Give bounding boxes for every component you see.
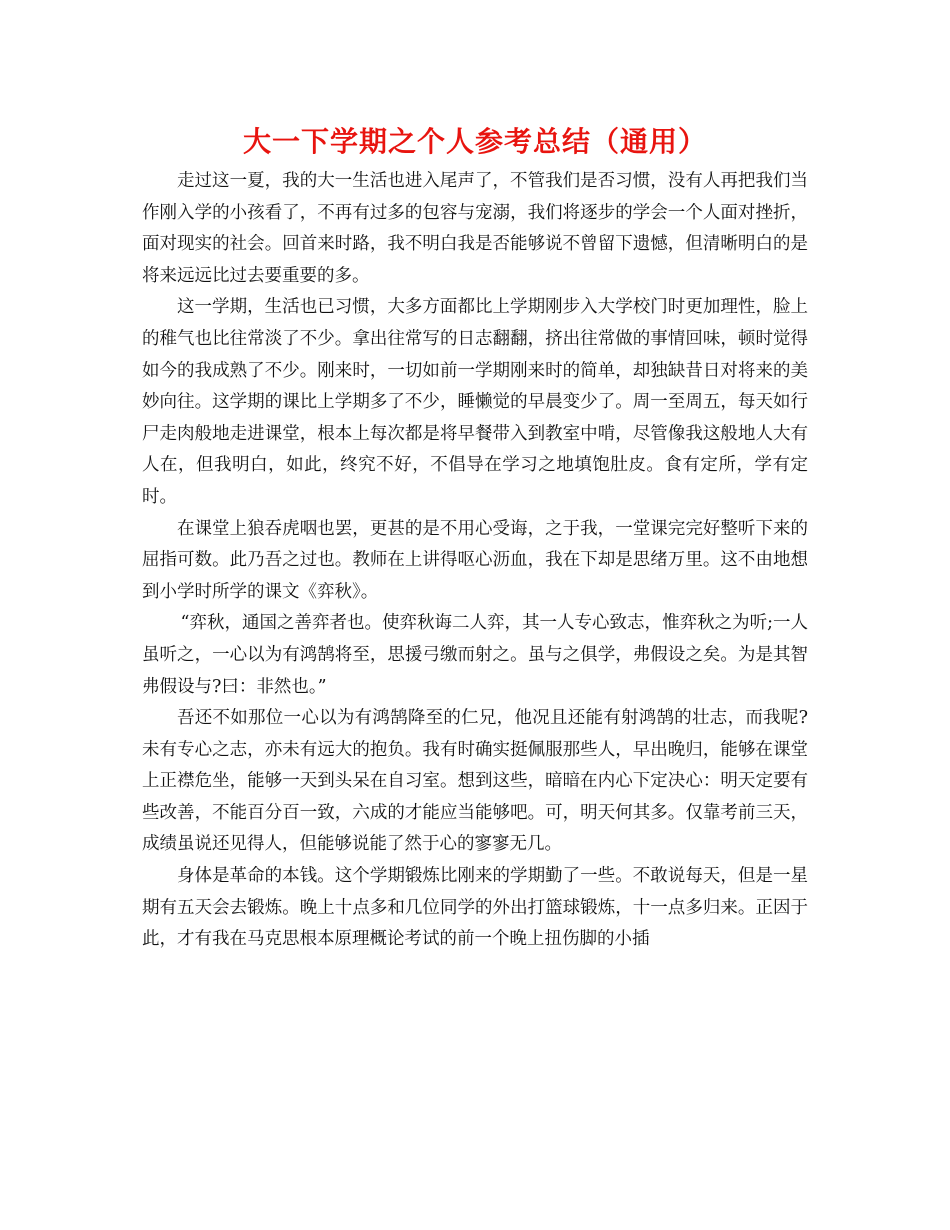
paragraph-5: 吾还不如那位一心以为有鸿鹄降至的仁兄，他况且还能有射鸿鹄的壮志，而我呢?未有专心之志，亦未有远大的抱负。我有时确实挺佩服那些人，早出晚归，能够在课堂上正襟危坐，能够一天到头呆在自习室。想到这些，暗暗在内心下定决心：明天定要有些改善，不能百分百一致，六成的才能应当能够吧。可，明天何其多。仅靠考前三天，成绩虽说还见得人，但能够说能了然于心的寥寥无几。: [142, 708, 808, 855]
paragraph-3: 在课堂上狼吞虎咽也罢，更甚的是不用心受诲，之于我，一堂课完完好整听下来的屈指可数。此乃吾之过也。教师在上讲得呕心沥血，我在下却是思绪万里。这不由地想到小学时所学的课文《弈秋》。: [142, 518, 808, 602]
document-title: 大一下学期之个人参考总结（通用）: [242, 125, 707, 158]
paragraph-2: 这一学期，生活也已习惯，大多方面都比上学期刚步入大学校门时更加理性，脸上的稚气也比往常淡了不少。拿出往常写的日志翻翻，挤出往常做的事情回味，顿时觉得如今的我成熟了不少。刚来时，一切如前一学期刚来时的简单，却独缺昔日对将来的美妙向往。这学期的课比上学期多了不少，睡懒觉的早晨变少了。周一至周五，每天如行尸走肉般地走进课堂，根本上每次都是将早餐带入到教室中啃，尽管像我这般地人大有人在，但我明白，如此，终究不好，不倡导在学习之地填饱肚皮。食有定所，学有定时。: [142, 297, 808, 507]
paragraph-4-quote: “弈秋，通国之善弈者也。使弈秋诲二人弈，其一人专心致志，惟弈秋之为听;一人虽听之，一心以为有鸿鹄将至，思援弓缴而射之。虽与之俱学，弗假设之矣。为是其智弗假设与?曰：非然也。”: [142, 613, 808, 697]
paragraph-1: 走过这一夏，我的大一生活也进入尾声了，不管我们是否习惯，没有人再把我们当作刚入学的小孩看了，不再有过多的包容与宠溺，我们将逐步的学会一个人面对挫折，面对现实的社会。回首来时路，我不明白我是否能够说不曾留下遗憾，但清晰明白的是将来远远比过去要重要的多。: [142, 171, 808, 286]
document-body: [142, 166, 808, 956]
paragraph-6: 身体是革命的本钱。这个学期锻炼比刚来的学期勤了一些。不敢说每天，但是一星期有五天会去锻炼。晚上十点多和几位同学的外出打篮球锻炼，十一点多归来。正因于此，才有我在马克思根本原理概论考试的前一个晚上扭伤脚的小插: [142, 866, 808, 950]
